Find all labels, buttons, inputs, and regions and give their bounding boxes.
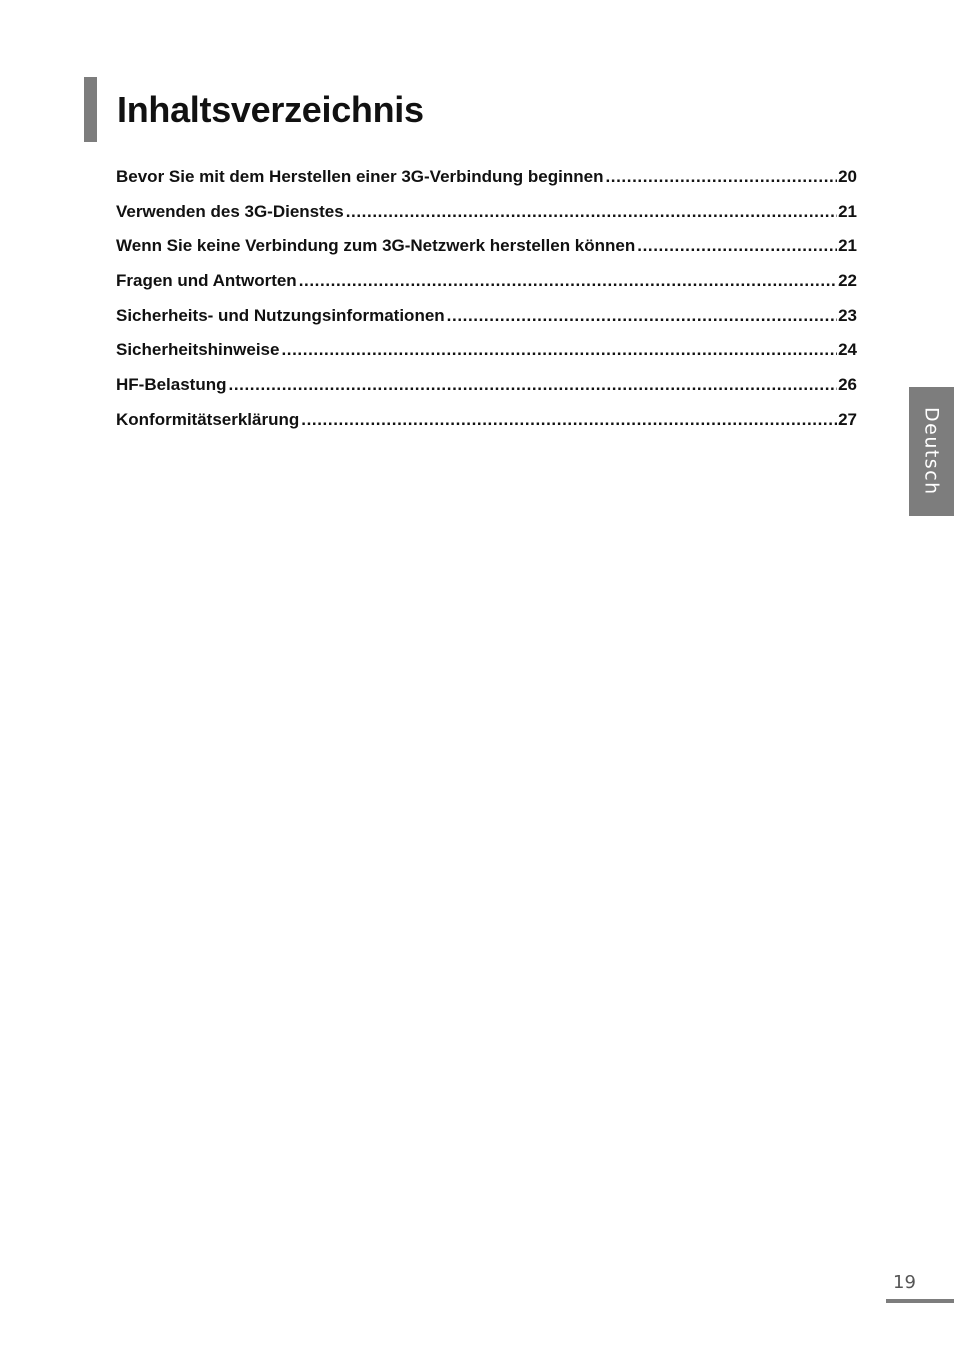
page-number: 19 — [893, 1272, 916, 1293]
title-accent-bar — [84, 77, 97, 142]
toc-entry-label: Bevor Sie mit dem Herstellen einer 3G-Verbindung beginnen — [116, 167, 604, 186]
toc-entry-page: 21 — [838, 201, 857, 221]
page-number-rule — [886, 1299, 954, 1303]
toc-dot-leader — [301, 409, 837, 431]
toc-entry-page: 24 — [838, 340, 857, 360]
toc-dot-leader — [346, 201, 837, 223]
toc-entry-page: 26 — [838, 375, 857, 395]
language-side-tab — [909, 387, 954, 516]
toc-entry-label: Fragen und Antworten — [116, 271, 297, 291]
toc-entry-label: Sicherheits- und Nutzungsinformationen — [116, 305, 445, 325]
toc-entry-page: 21 — [838, 236, 857, 256]
toc-entry-page: 22 — [838, 271, 857, 291]
toc-dot-leader — [229, 374, 838, 396]
toc-entry-label: Konformitätserklärung — [116, 409, 300, 429]
toc-dot-leader — [299, 270, 837, 292]
toc-entry-page: 20 — [838, 167, 857, 186]
toc-dot-leader — [447, 305, 837, 327]
toc-entry[interactable] — [116, 201, 857, 236]
toc-entry[interactable] — [116, 409, 857, 444]
language-side-tab-label: Deutsch — [920, 407, 943, 496]
page-title: Inhaltsverzeichnis — [117, 89, 424, 130]
toc-entry[interactable] — [116, 270, 857, 305]
toc-entry[interactable] — [116, 166, 857, 201]
toc-entry-label: Verwenden des 3G-Dienstes — [116, 201, 344, 221]
toc-dot-leader — [605, 166, 837, 188]
toc-entry[interactable] — [116, 339, 857, 374]
toc-entry-label: HF-Belastung — [116, 375, 227, 395]
toc-dot-leader — [281, 339, 837, 361]
toc-entry[interactable] — [116, 305, 857, 340]
toc-dot-leader — [637, 235, 837, 257]
toc-entry[interactable] — [116, 374, 857, 409]
toc-entry-label: Wenn Sie keine Verbindung zum 3G-Netzwerk herstellen können — [116, 236, 636, 256]
toc-entry-page: 23 — [838, 305, 857, 325]
toc-entry-page: 27 — [838, 409, 857, 429]
table-of-contents — [116, 166, 857, 444]
toc-entry[interactable] — [116, 235, 857, 270]
toc-entry-label: Sicherheitshinweise — [116, 340, 280, 360]
